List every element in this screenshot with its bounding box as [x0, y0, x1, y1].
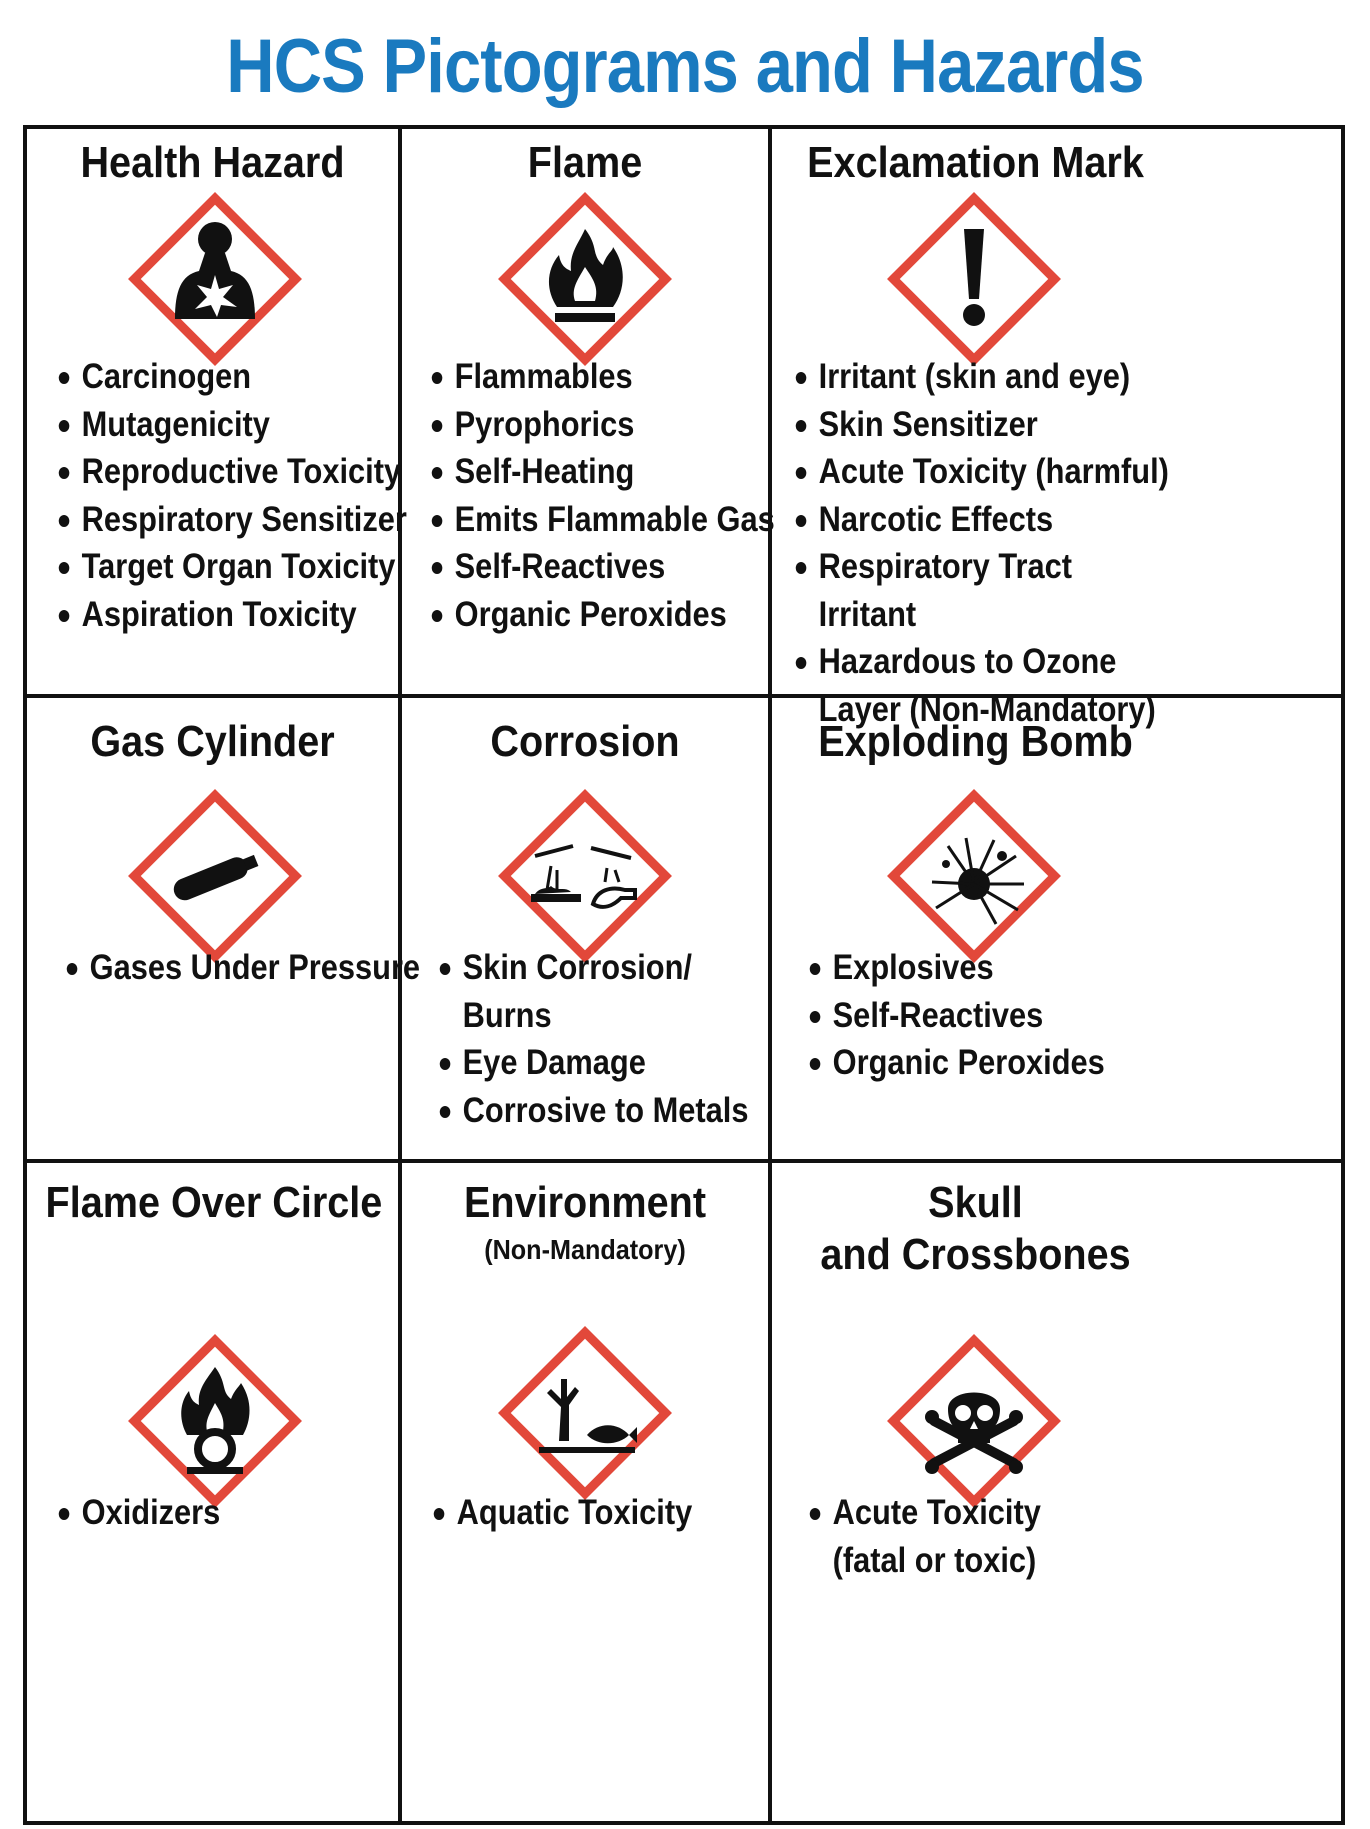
hazard-item — [794, 448, 1169, 496]
hazard-label: Pyrophorics — [454, 404, 635, 444]
cell-title: Flame — [527, 138, 643, 187]
hazard-label: Eye Damage — [462, 1043, 646, 1082]
cell-gas-cylinder — [27, 698, 421, 1159]
skull-and-crossbones-icon — [884, 1331, 1064, 1511]
hazard-item — [57, 401, 407, 449]
cell-flame-over-circle — [27, 1163, 398, 1825]
cell-title: Corrosion — [490, 717, 680, 766]
hazard-item — [57, 591, 407, 639]
hazard-label: Irritant (skin and eye) — [818, 357, 1131, 396]
hazard-item — [432, 1489, 692, 1537]
cell-title: Health Hazard — [80, 138, 345, 187]
hazard-list — [65, 944, 420, 992]
hazard-label: Self-Heating — [454, 452, 635, 491]
cell-title: Exploding Bomb — [818, 717, 1133, 766]
hazard-item — [808, 944, 1105, 992]
health-hazard-icon — [125, 189, 305, 369]
hazard-item — [808, 992, 1105, 1040]
hazard-label: Gases Under Pressure — [89, 948, 421, 987]
exclamation-mark-icon — [884, 189, 1064, 369]
gas-cylinder-icon — [125, 786, 305, 966]
cell-environment — [402, 1163, 768, 1825]
hazard-label: (fatal or toxic) — [832, 1540, 1037, 1580]
hazard-list — [432, 1489, 692, 1537]
hazard-item — [808, 1489, 1041, 1584]
hazard-item — [794, 496, 1169, 544]
hazard-label: Respiratory Sensitizer — [81, 499, 407, 539]
hazard-list — [438, 944, 748, 1134]
hazard-item — [430, 353, 775, 401]
hazard-item — [438, 1087, 748, 1135]
environment-icon — [495, 1323, 675, 1503]
hazard-label: Acute Toxicity (harmful) — [818, 452, 1169, 491]
hazard-item — [65, 944, 420, 992]
hazard-item — [794, 401, 1169, 449]
hazard-item — [430, 591, 775, 639]
hazard-label: Acute Toxicity — [832, 1493, 1041, 1532]
page-title: HCS Pictograms and Hazards — [226, 24, 1144, 109]
hazard-item — [430, 448, 775, 496]
hazard-list — [808, 944, 1105, 1087]
exploding-bomb-icon — [884, 786, 1064, 966]
cell-title: Environment — [463, 1178, 707, 1227]
hazard-item — [57, 543, 407, 591]
hazard-label: Self-Reactives — [454, 547, 666, 586]
hazard-label: Carcinogen — [81, 357, 252, 396]
cell-exclamation-mark — [772, 129, 1345, 729]
cell-subtitle: (Non-Mandatory) — [484, 1234, 686, 1265]
hazard-label: Self-Reactives — [832, 995, 1044, 1035]
hazard-label: Corrosive to Metals — [462, 1090, 749, 1130]
hazard-item — [430, 543, 775, 591]
hazard-item — [57, 448, 407, 496]
hazard-list — [794, 353, 1169, 733]
hazard-label: Burns — [462, 995, 552, 1035]
skull-and-crossbones-icon — [884, 1331, 1064, 1511]
cell-exploding-bomb — [772, 698, 1345, 1159]
cell-health-hazard — [27, 129, 407, 694]
cell-title: Skull and Crossbones — [820, 1178, 1131, 1279]
hazard-label: Skin Sensitizer — [818, 404, 1038, 444]
environment-icon — [495, 1323, 675, 1503]
flame-over-circle-icon — [125, 1331, 305, 1511]
cell-flame — [402, 129, 775, 694]
hazard-label: Skin Corrosion/ — [462, 948, 692, 987]
hazard-list — [430, 353, 775, 638]
hazard-item — [57, 496, 407, 544]
flame-icon — [495, 189, 675, 369]
hazard-label: Oxidizers — [81, 1493, 221, 1532]
corrosion-icon — [495, 786, 675, 966]
hazard-label: Layer (Non-Mandatory) — [818, 689, 1156, 729]
hazard-item — [430, 401, 775, 449]
cell-title: Flame Over Circle — [45, 1178, 383, 1227]
hazard-list — [57, 353, 407, 638]
hazard-label: Aquatic Toxicity — [456, 1493, 693, 1532]
pictogram-grid — [23, 125, 1345, 1825]
exclamation-mark-icon — [884, 189, 1064, 369]
hazard-label: Respiratory Tract — [818, 547, 1072, 586]
corrosion-icon — [495, 786, 675, 966]
hazard-item — [438, 1039, 748, 1087]
hazard-item — [794, 353, 1169, 401]
hazard-label: Hazardous to Ozone — [818, 642, 1117, 681]
hazard-label: Target Organ Toxicity — [81, 547, 396, 586]
hazard-label: Flammables — [454, 357, 633, 396]
hazard-item — [808, 1039, 1105, 1087]
health-hazard-icon — [125, 189, 305, 369]
hazard-item — [794, 543, 1169, 638]
hazard-item — [430, 496, 775, 544]
flame-over-circle-icon — [125, 1331, 305, 1511]
hazard-label: Explosives — [832, 948, 994, 987]
hazard-label: Aspiration Toxicity — [81, 594, 357, 634]
hazard-list — [57, 1489, 220, 1537]
hazard-label: Emits Flammable Gas — [454, 499, 775, 539]
cell-title: Exclamation Mark — [807, 138, 1144, 187]
cell-title: Gas Cylinder — [90, 717, 335, 766]
hazard-label: Narcotic Effects — [818, 499, 1054, 539]
hazard-list — [808, 1489, 1041, 1584]
flame-icon — [495, 189, 675, 369]
gas-cylinder-icon — [125, 786, 305, 966]
hazard-item — [57, 353, 407, 401]
hazard-label: Reproductive Toxicity — [81, 452, 402, 491]
hazard-label: Irritant — [818, 594, 917, 634]
cell-skull-and-crossbones — [772, 1163, 1345, 1825]
hazard-item — [57, 1489, 220, 1537]
hazard-label: Organic Peroxides — [832, 1043, 1105, 1082]
hazard-item — [438, 944, 748, 1039]
hazard-label: Mutagenicity — [81, 404, 270, 444]
cell-corrosion — [402, 698, 768, 1159]
exploding-bomb-icon — [884, 786, 1064, 966]
hazard-label: Organic Peroxides — [454, 594, 727, 634]
